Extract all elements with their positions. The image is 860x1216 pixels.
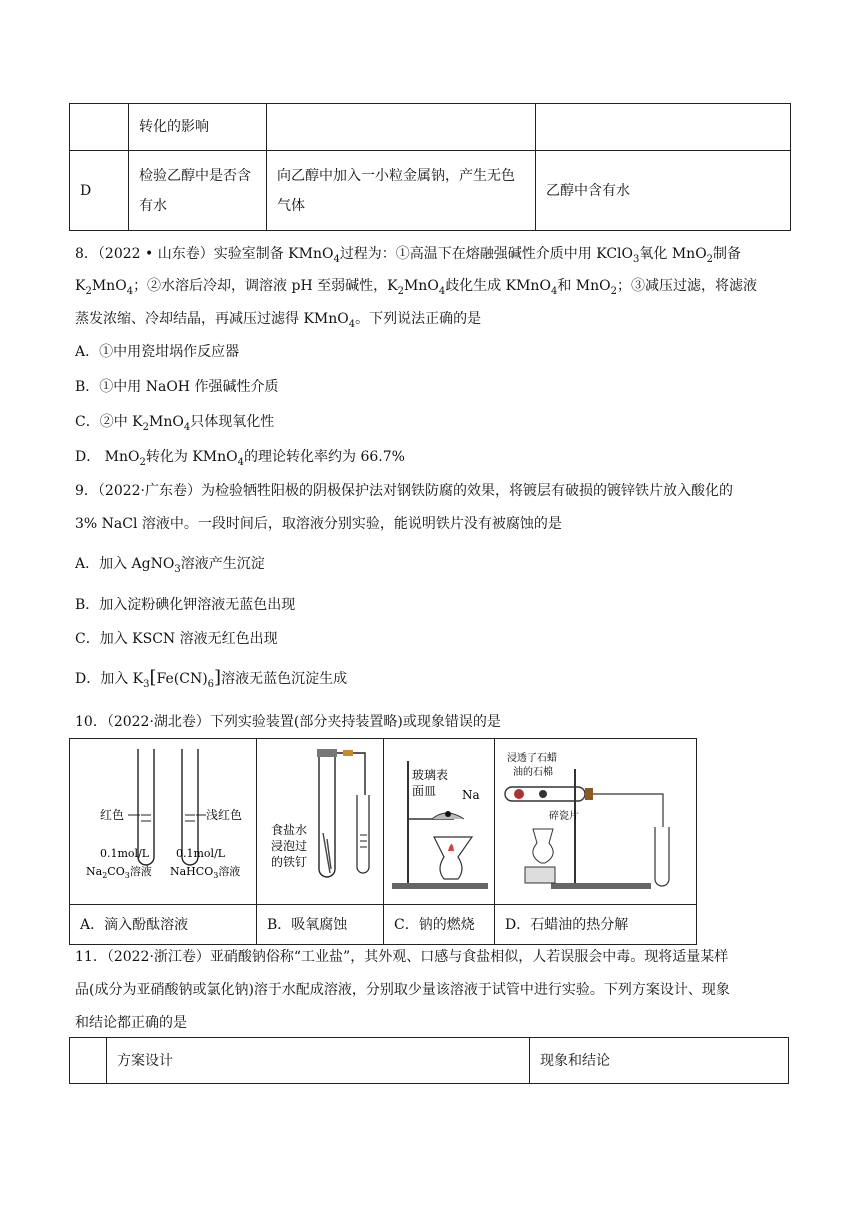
q11-line2: 品(成分为亚硝酸钠或氯化钠)溶于水配成溶液，分别取少量该溶液于试管中进行实验。下列方案设计、现象 [75, 982, 730, 998]
oxygen-corrosion-diagram [257, 739, 383, 893]
q8-line2: $K_2MnO_4$；②水溶后冷却，调溶液 pH 至弱碱性，$K_2MnO_4$歧化生成 KMnO$_4$和 MnO$_2$；③减压过滤，将滤液 [75, 278, 757, 297]
table-cell: 乙醇中含有水 [536, 151, 791, 231]
q9-option-a[interactable]: A．加入 AgNO$_3$溶液产生沉淀 [75, 556, 265, 575]
svg-text:Na: Na [462, 788, 480, 802]
panel-b [257, 739, 384, 905]
q11-line1: 11．（2022·浙江卷）亚硝酸钠俗称“工业盐”，其外观、口感与食盐相似，人若误服会中毒。现将适量某样 [75, 949, 729, 965]
caption-a[interactable]: A．滴入酚酞溶液 [70, 905, 257, 945]
q8-option-a[interactable]: A．①中用瓷坩埚作反应器 [75, 344, 240, 360]
q9-option-b[interactable]: B．加入淀粉碘化钾溶液无蓝色出现 [75, 597, 296, 613]
test-tubes-diagram [70, 739, 256, 893]
q8-line1: 8．（2022 • 山东卷）实验室制备 KMnO$_4$过程为：①高温下在熔融强碱性介质中用 KClO$_3$氧化 MnO$_2$制备 [75, 246, 742, 265]
q10-line1: 10．（2022·湖北卷）下列实验装置(部分夹持装置略)或现象错误的是 [75, 714, 501, 730]
table-cell [70, 1038, 107, 1084]
caption-c[interactable]: C．钠的燃烧 [384, 905, 495, 945]
label-light-red: 浅红色 [206, 808, 243, 822]
q9-line2: 3% NaCl 溶液中。一段时间后，取溶液分别实验，能说明铁片没有被腐蚀的是 [75, 516, 562, 532]
q9-option-d[interactable]: D．加入 $K_3[Fe(CN)_6]$溶液无蓝色沉淀生成 [75, 667, 348, 690]
table-cell [267, 104, 536, 151]
table-cell [536, 104, 791, 151]
q8-line3: 蒸发浓缩、冷却结晶，再减压过滤得 KMnO$_4$。下列说法正确的是 [75, 311, 482, 330]
table-header-result: 现象和结论 [530, 1038, 789, 1084]
table-cell: 检验乙醇中是否含 有水 [129, 151, 267, 231]
apparatus-table [69, 738, 697, 945]
svg-text:NaHCO3溶液: NaHCO$_3$溶液 [170, 865, 241, 880]
q8-option-d[interactable]: D． MnO$_2$转化为 KMnO$_4$的理论转化率约为 66.7% [75, 449, 405, 468]
q8-option-c[interactable]: C．②中 $K_2MnO_4$只体现氧化性 [75, 414, 275, 433]
paraffin-cracking-diagram [495, 739, 689, 893]
svg-text:浸泡过: 浸泡过 [271, 839, 308, 853]
q11-line3: 和结论都正确的是 [75, 1015, 187, 1031]
svg-text:油的石棉: 油的石棉 [513, 767, 553, 778]
svg-text:浸透了石蜡: 浸透了石蜡 [507, 753, 557, 764]
svg-text:玻璃表: 玻璃表 [412, 768, 449, 782]
table-header-design: 方案设计 [107, 1038, 530, 1084]
svg-text:0.1mol/L: 0.1mol/L [100, 847, 150, 860]
svg-text:0.1mol/L: 0.1mol/L [176, 847, 226, 860]
sodium-combustion-diagram [384, 739, 494, 893]
table-cell [70, 104, 129, 151]
q11-table [69, 1037, 789, 1084]
svg-text:的铁钉: 的铁钉 [271, 855, 308, 869]
table-cell: 向乙醇中加入一小粒金属钠，产生无色 气体 [267, 151, 536, 231]
q9-option-c[interactable]: C．加入 KSCN 溶液无红色出现 [75, 631, 278, 647]
q9-line1: 9．（2022·广东卷）为检验牺牲阳极的阴极保护法对钢铁防腐的效果，将镀层有破损的镀锌铁片放入酸化的 [75, 483, 733, 499]
panel-d [495, 739, 697, 905]
label-red: 红色 [100, 808, 125, 822]
caption-b[interactable]: B．吸氧腐蚀 [257, 905, 384, 945]
svg-text:面皿: 面皿 [412, 784, 437, 798]
svg-text:食盐水: 食盐水 [271, 823, 308, 837]
q8-option-b[interactable]: B．①中用 NaOH 作强碱性介质 [75, 379, 279, 395]
panel-a [70, 739, 257, 905]
panel-c [384, 739, 495, 905]
svg-text:Na2CO3溶液: $Na_2CO_3$溶液 [86, 865, 152, 880]
table-cell: 转化的影响 [129, 104, 267, 151]
caption-d[interactable]: D．石蜡油的热分解 [495, 905, 697, 945]
svg-text:碎瓷片: 碎瓷片 [549, 811, 579, 822]
table-cell: D [70, 151, 129, 231]
previous-question-table [69, 103, 791, 231]
